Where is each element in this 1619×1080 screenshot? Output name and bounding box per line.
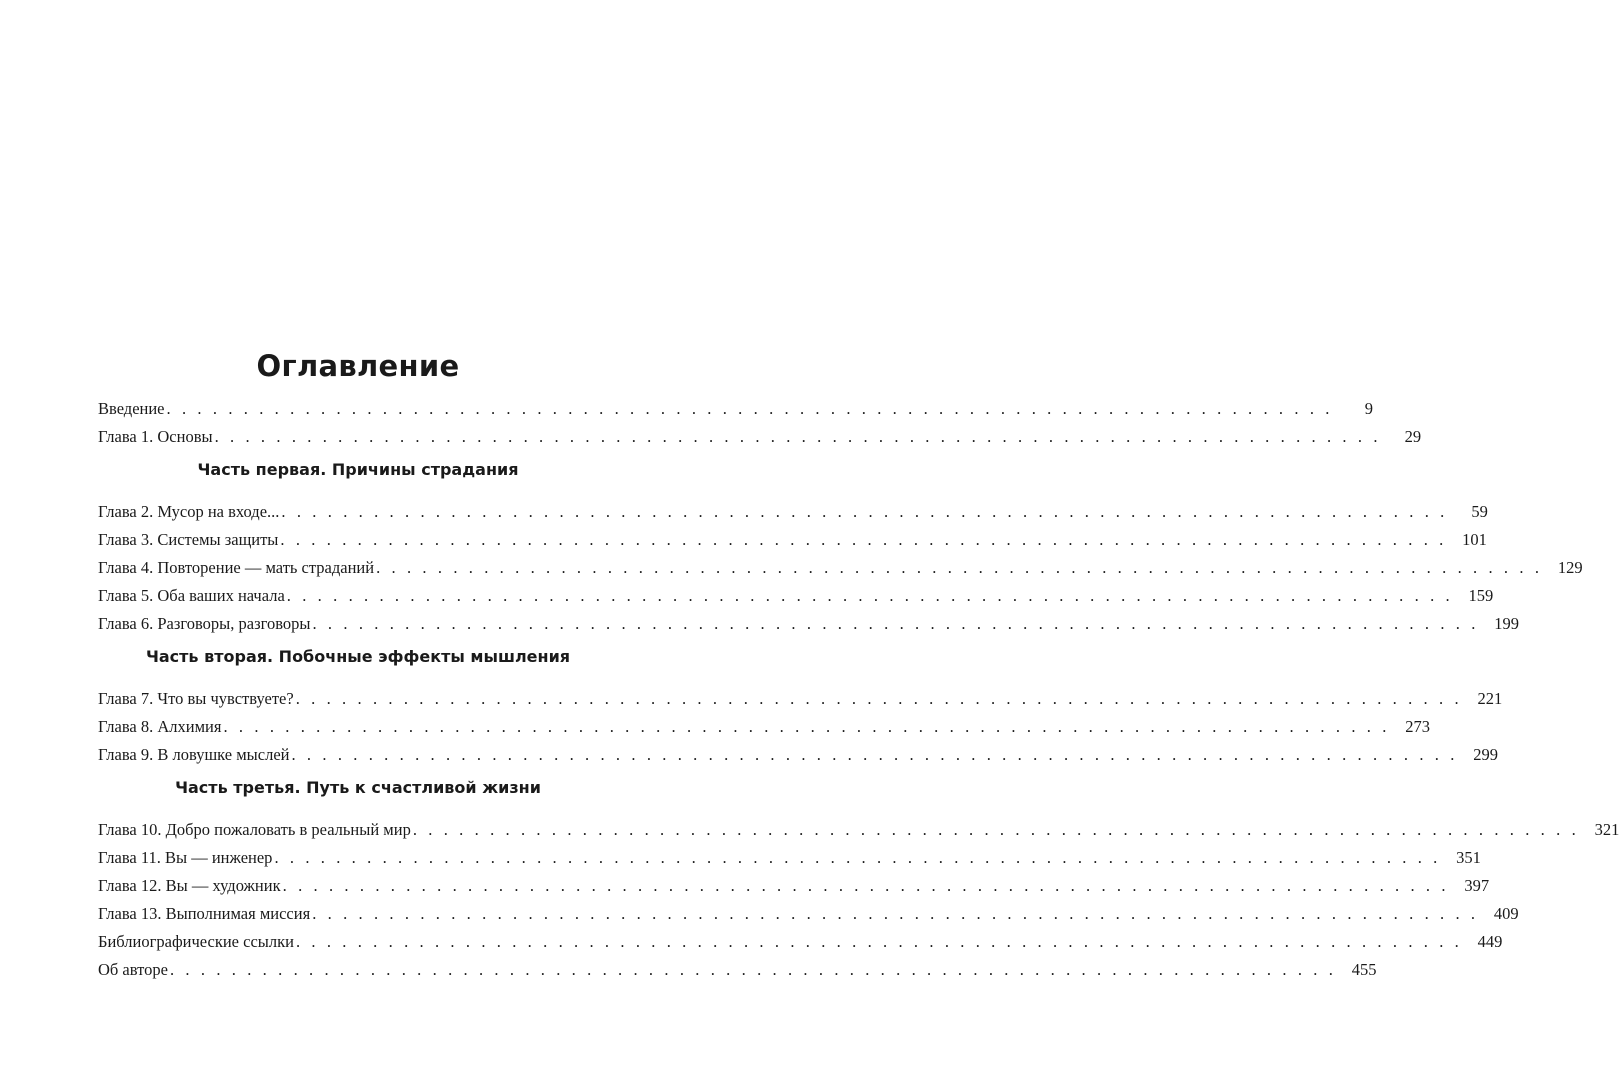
toc-page-number: 9 [1364, 399, 1373, 418]
table-of-contents [98, 395, 1619, 984]
toc-entry-chapter-3[interactable] [98, 526, 1487, 554]
toc-entry-label: Об авторе [98, 960, 168, 979]
toc-entry-chapter-10[interactable] [98, 816, 1619, 844]
toc-entry-bibliography[interactable] [98, 928, 1503, 956]
toc-entry-chapter-2[interactable] [98, 498, 1488, 526]
part-heading-2[interactable]: Часть вторая. Побочные эффекты мышления [145, 647, 571, 666]
dot-leader: . . . . . . . . . . . . . . . . . . . . . . . . . . . . . . . . . . . . . . . . . . . . . . . . . . . . . . . . . . . . . . . . . . . . . . . . . . . . [312, 904, 1479, 923]
toc-page-number: 221 [1477, 689, 1503, 708]
toc-entry-chapter-11[interactable] [98, 844, 1481, 872]
dot-leader: . . . . . . . . . . . . . . . . . . . . . . . . . . . . . . . . . . . . . . . . . . . . . . . . . . . . . . . . . . . . . . . . . . . . . . . . . . . . [286, 586, 1454, 605]
part-heading-1[interactable]: Часть первая. Причины страдания [197, 460, 519, 479]
toc-entry-chapter-6[interactable] [98, 610, 1519, 638]
toc-entry-chapter-1[interactable] [98, 423, 1422, 451]
toc-entry-label: Глава 7. Что вы чувствуете? [98, 689, 294, 708]
toc-page-number: 199 [1494, 614, 1519, 633]
dot-leader: . . . . . . . . . . . . . . . . . . . . . . . . . . . . . . . . . . . . . . . . . . . . . . . . . . . . . . . . . . . . . . . . . . . . . . . . . . . . [412, 820, 1580, 839]
toc-page-number: 455 [1351, 960, 1377, 979]
toc-entry-label: Глава 4. Повторение — мать страданий [98, 558, 375, 577]
toc-entry-chapter-13[interactable] [98, 900, 1519, 928]
dot-leader: . . . . . . . . . . . . . . . . . . . . . . . . . . . . . . . . . . . . . . . . . . . . . . . . . . . . . . . . . . . . . . . . . . . . . . . . . . . . [376, 558, 1543, 577]
toc-page-number: 321 [1594, 820, 1619, 839]
toc-entry-label: Библиографические ссылки [98, 932, 294, 951]
toc-page-number: 101 [1462, 530, 1487, 549]
toc-entry-label: Глава 13. Выполнимая миссия [98, 904, 311, 923]
toc-entry-label: Глава 6. Разговоры, разговоры [98, 614, 311, 633]
dot-leader: . . . . . . . . . . . . . . . . . . . . . . . . . . . . . . . . . . . . . . . . . . . . . . . . . . . . . . . . . . . . . . . . . . . . . . . . . . . . [282, 876, 1450, 895]
toc-entry-chapter-4[interactable] [98, 554, 1583, 582]
toc-page-number: 397 [1464, 876, 1490, 895]
dot-leader: . . . . . . . . . . . . . . . . . . . . . . . . . . . . . . . . . . . . . . . . . . . . . . . . . . . . . . . . . . . . . . . . . . . . . . . . . . . . [223, 717, 1390, 736]
toc-entry-label: Глава 11. Вы — инженер [98, 848, 273, 867]
toc-entry-label: Глава 3. Системы защиты [98, 530, 279, 549]
toc-entry-about-author[interactable] [98, 956, 1377, 984]
dot-leader: . . . . . . . . . . . . . . . . . . . . . . . . . . . . . . . . . . . . . . . . . . . . . . . . . . . . . . . . . . . . . . . . . . . . . . . . . . . . [295, 689, 1463, 708]
toc-entry-label: Глава 5. Оба ваших начала [98, 586, 285, 605]
toc-entry-label: Глава 9. В ловушке мыслей [98, 745, 290, 764]
toc-entry-chapter-8[interactable] [98, 713, 1430, 741]
toc-page-number: 299 [1473, 745, 1498, 764]
part-heading-3[interactable]: Часть третья. Путь к счастливой жизни [175, 778, 541, 797]
dot-leader: . . . . . . . . . . . . . . . . . . . . . . . . . . . . . . . . . . . . . . . . . . . . . . . . . . . . . . . . . . . . . . . . . . . . . . . . . . . . [280, 530, 1447, 549]
toc-entry-label: Глава 2. Мусор на входе... [98, 502, 280, 521]
toc-page-number: 449 [1477, 932, 1503, 951]
dot-leader: . . . . . . . . . . . . . . . . . . . . . . . . . . . . . . . . . . . . . . . . . . . . . . . . . . . . . . . . . . . . . . . . . . . . . . . . . . . . [291, 745, 1458, 764]
dot-leader: . . . . . . . . . . . . . . . . . . . . . . . . . . . . . . . . . . . . . . . . . . . . . . . . . . . . . . . . . . . . . . . . . . . . . . . . . . . . [214, 427, 1382, 446]
toc-page-number: 29 [1404, 427, 1422, 446]
dot-leader: . . . . . . . . . . . . . . . . . . . . . . . . . . . . . . . . . . . . . . . . . . . . . . . . . . . . . . . . . . . . . . . . . . . . . . . . . . . . [295, 932, 1463, 951]
toc-page-number: 273 [1405, 717, 1430, 736]
toc-entry-chapter-12[interactable] [98, 872, 1490, 900]
dot-leader: . . . . . . . . . . . . . . . . . . . . . . . . . . . . . . . . . . . . . . . . . . . . . . . . . . . . . . . . . . . . . . . . . . . . . . . . . . . . [169, 960, 1337, 979]
toc-entry-label: Глава 8. Алхимия [98, 717, 222, 736]
toc-entry-label: Глава 12. Вы — художник [98, 876, 281, 895]
toc-entry-chapter-5[interactable] [98, 582, 1494, 610]
dot-leader: . . . . . . . . . . . . . . . . . . . . . . . . . . . . . . . . . . . . . . . . . . . . . . . . . . . . . . . . . . . . . . . . . . . . . . . . . . . . [281, 502, 1448, 521]
toc-entry-label: Глава 1. Основы [98, 427, 213, 446]
toc-entry-chapter-7[interactable] [98, 685, 1503, 713]
toc-page-number: 59 [1471, 502, 1488, 521]
toc-entry-introduction[interactable] [98, 395, 1373, 423]
dot-leader: . . . . . . . . . . . . . . . . . . . . . . . . . . . . . . . . . . . . . . . . . . . . . . . . . . . . . . . . . . . . . . . . . . . . . . . . . . . . [274, 848, 1441, 867]
toc-entry-chapter-9[interactable] [98, 741, 1498, 769]
dot-leader: . . . . . . . . . . . . . . . . . . . . . . . . . . . . . . . . . . . . . . . . . . . . . . . . . . . . . . . . . . . . . . . . . . . . . . . . . . . . [312, 614, 1479, 633]
toc-entry-label: Глава 10. Добро пожаловать в реальный мир [98, 820, 411, 839]
page-title: Оглавление [256, 349, 460, 384]
dot-leader: . . . . . . . . . . . . . . . . . . . . . . . . . . . . . . . . . . . . . . . . . . . . . . . . . . . . . . . . . . . . . . . . . . . . . . . . . . . . [166, 399, 1333, 418]
toc-page-number: 409 [1493, 904, 1519, 923]
toc-page-number: 159 [1468, 586, 1494, 605]
toc-page-number: 129 [1557, 558, 1583, 577]
toc-entry-label: Введение [98, 399, 165, 418]
toc-page-number: 351 [1456, 848, 1481, 867]
